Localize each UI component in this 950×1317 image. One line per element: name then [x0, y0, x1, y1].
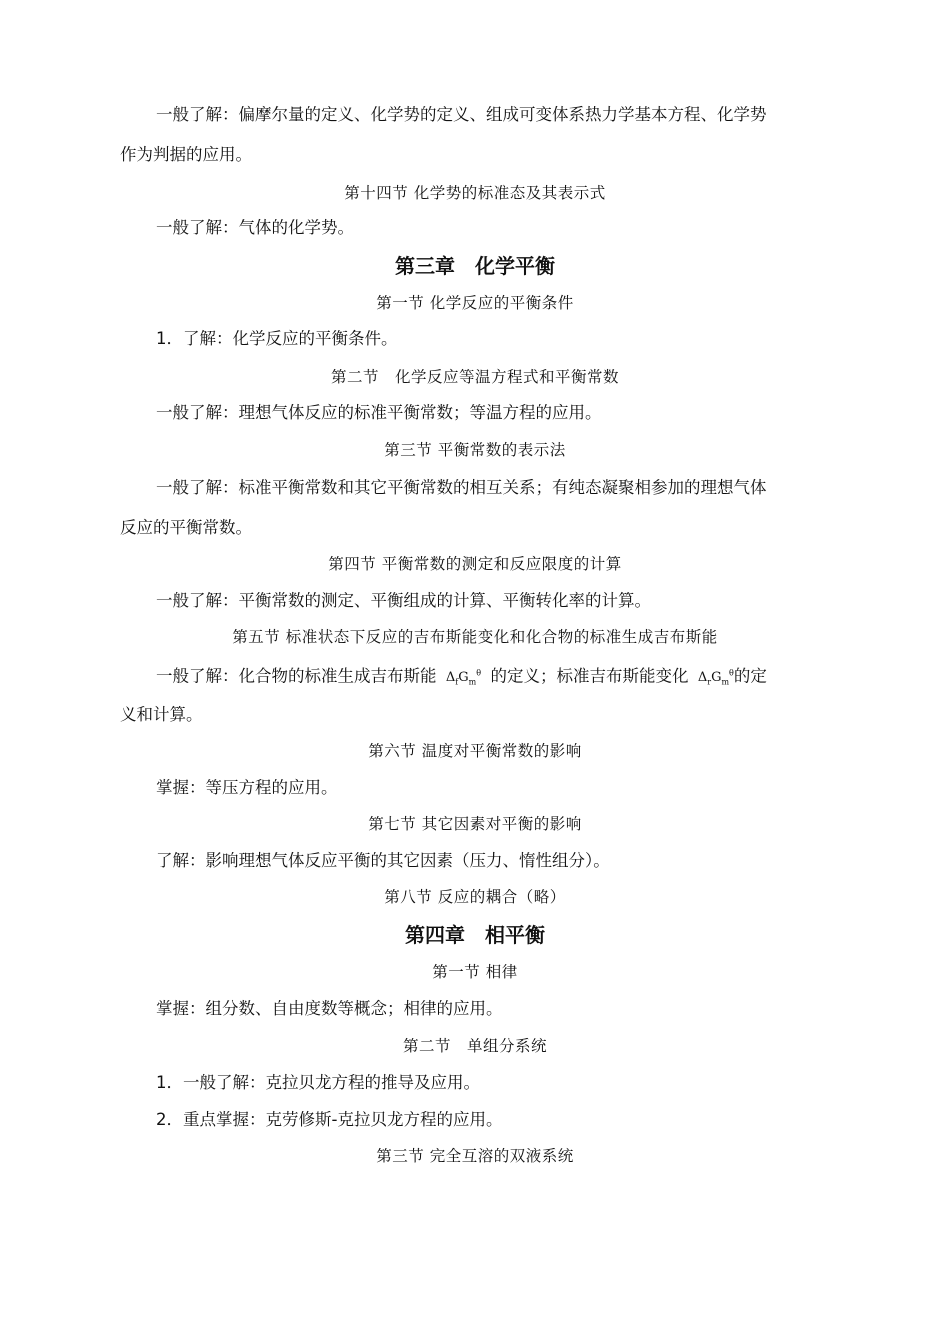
- chapter-heading: 第四章 相平衡: [405, 923, 545, 947]
- section-heading: 第一节 化学反应的平衡条件: [376, 294, 574, 312]
- section-heading: 第八节 反应的耦合（略）: [384, 888, 566, 906]
- paragraph-line-formula: [156, 662, 767, 695]
- text-run: 一般了解：化合物的标准生成吉布斯能: [156, 666, 437, 686]
- delta-f-g-m-standard-symbol: $\Delta_fG_m^\theta$: [445, 669, 482, 687]
- paragraph-line: 掌握：等压方程的应用。: [156, 778, 338, 797]
- chapter-heading: 第三章 化学平衡: [395, 254, 555, 278]
- section-heading: 第六节 温度对平衡常数的影响: [368, 742, 582, 760]
- paragraph-line: 义和计算。: [120, 705, 203, 724]
- section-heading: 第十四节 化学势的标准态及其表示式: [344, 184, 606, 202]
- section-heading: 第一节 相律: [432, 963, 518, 981]
- section-heading: 第五节 标准状态下反应的吉布斯能变化和化合物的标准生成吉布斯能: [232, 628, 718, 646]
- text-run: 的定: [733, 666, 767, 686]
- section-heading: 第二节 化学反应等温方程式和平衡常数: [330, 368, 619, 386]
- section-heading: 第二节 单组分系统: [402, 1037, 547, 1055]
- paragraph-line: 一般了解：偏摩尔量的定义、化学势的定义、组成可变体系热力学基本方程、化学势: [156, 105, 767, 124]
- section-heading: 第七节 其它因素对平衡的影响: [368, 815, 582, 833]
- paragraph-line: 一般了解：平衡常数的测定、平衡组成的计算、平衡转化率的计算。: [156, 591, 651, 610]
- delta-r-g-m-standard-symbol: $\Delta_rG_m^\theta$: [697, 669, 734, 687]
- paragraph-line: 1．了解：化学反应的平衡条件。: [156, 329, 398, 348]
- section-heading: 第四节 平衡常数的测定和反应限度的计算: [328, 555, 622, 573]
- paragraph-line: 掌握：组分数、自由度数等概念；相律的应用。: [156, 999, 503, 1018]
- paragraph-line: 一般了解：理想气体反应的标准平衡常数；等温方程的应用。: [156, 403, 602, 422]
- paragraph-line: 了解：影响理想气体反应平衡的其它因素（压力、惰性组分）。: [156, 851, 610, 870]
- section-heading: 第三节 平衡常数的表示法: [384, 441, 566, 459]
- list-item: 1．一般了解：克拉贝龙方程的推导及应用。: [156, 1073, 480, 1092]
- paragraph-line: 反应的平衡常数。: [120, 518, 252, 537]
- section-heading: 第三节 完全互溶的双液系统: [376, 1147, 574, 1165]
- paragraph-line: 作为判据的应用。: [120, 145, 252, 164]
- text-run: 的定义；标准吉布斯能变化: [490, 666, 689, 686]
- paragraph-line: 一般了解：气体的化学势。: [156, 218, 354, 237]
- list-item: 2．重点掌握：克劳修斯-克拉贝龙方程的应用。: [156, 1110, 503, 1129]
- paragraph-line: 一般了解：标准平衡常数和其它平衡常数的相互关系；有纯态凝聚相参加的理想气体: [156, 478, 767, 497]
